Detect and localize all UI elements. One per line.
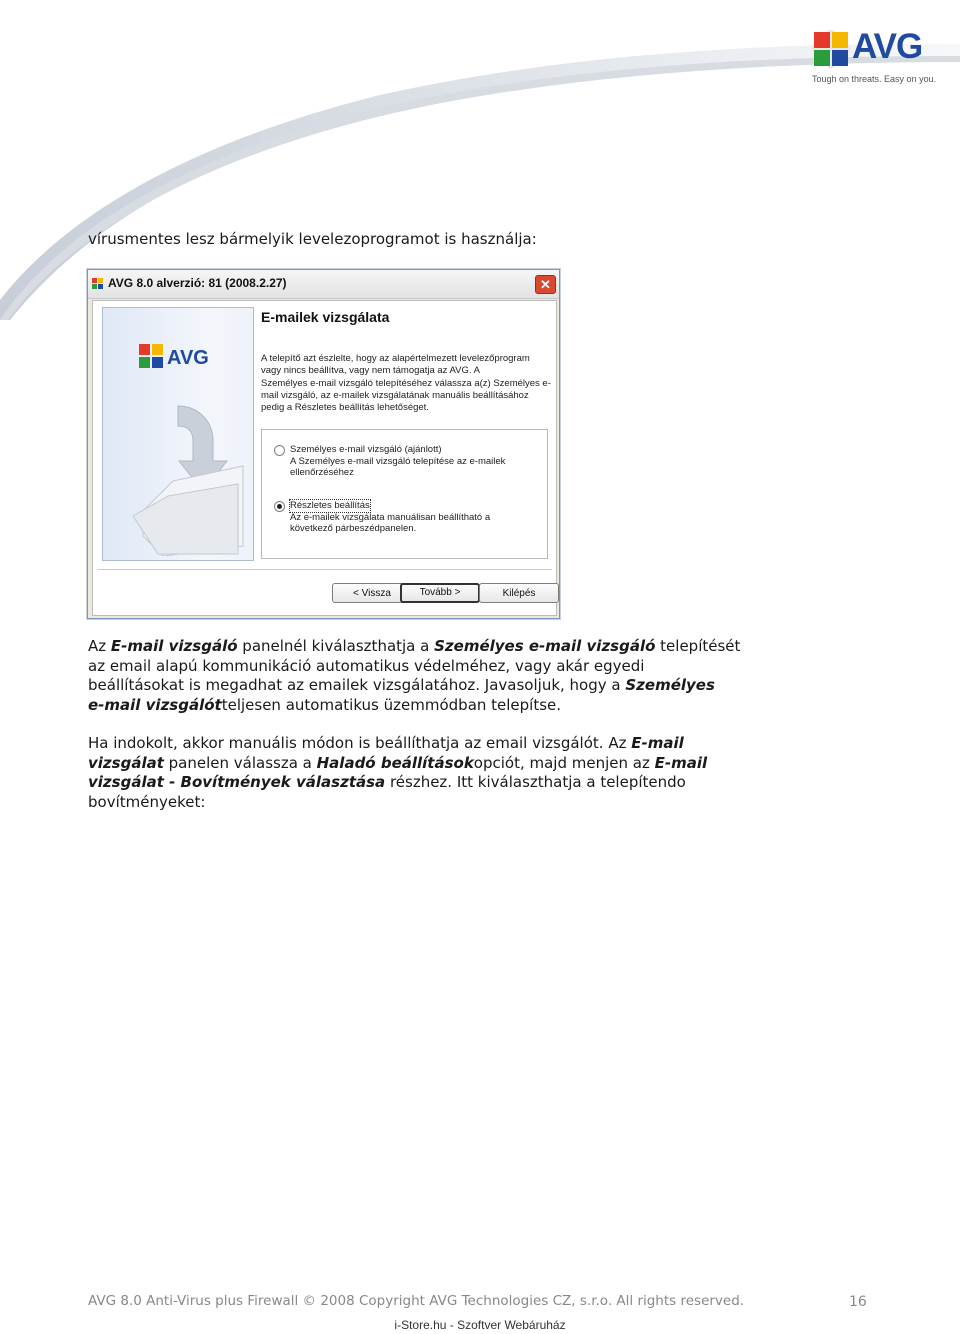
option-line: A Személyes e-mail vizsgáló telepítése az e-mailek <box>290 455 506 467</box>
paragraph-2 <box>88 734 808 812</box>
para1-line-4 <box>88 696 808 716</box>
avg-logo-icon <box>812 30 850 68</box>
footer-copyright: AVG 8.0 Anti-Virus plus Firewall © 2008 Copyright AVG Technologies CZ, s.r.o. All rights reserved. <box>88 1293 745 1309</box>
desc-line: vagy nincs beállítva, vagy nem támogatja az AVG. A <box>261 365 480 377</box>
emphasis: E-mail <box>654 753 708 772</box>
option-line: ellenőrzéséhez <box>290 467 354 478</box>
option-line: Az e-mailek vizsgálata manuálisan beállítható a <box>290 511 491 523</box>
desc-line: Személyes e-mail vizsgáló telepítéséhez válassza a(z) Személyes e- <box>261 377 551 389</box>
option-personal-scanner[interactable] <box>290 444 530 479</box>
desc-line: mail vizsgáló, az e-mailek vizsgálatának manuális beállításához <box>261 389 529 401</box>
option-group <box>261 429 548 559</box>
para2-line-4: bovítményeket: <box>88 792 206 811</box>
dialog-title: AVG 8.0 alverzió: 81 (2008.2.27) <box>108 276 287 290</box>
dialog-body <box>92 300 557 616</box>
text: panelnél kiválaszthatja a <box>237 637 435 655</box>
para1-line-2: az email alapú kommunikáció automatikus védelméhez, vagy akár egyedi <box>88 656 645 675</box>
logo-tagline: Tough on threats. Easy on you. <box>812 74 937 84</box>
para2-line-2 <box>88 754 808 774</box>
text: beállításokat is megadhat az emailek vizsgálatához. Javasoljuk, hogy a <box>88 676 626 694</box>
emphasis: e-mail vizsgálót <box>88 695 222 714</box>
text: telepítését <box>655 637 741 655</box>
radio-detailed-settings[interactable] <box>274 501 285 512</box>
emphasis: vizsgálat - Bovítmények választása <box>88 773 386 791</box>
emphasis: vizsgálat <box>88 753 164 772</box>
emphasis: E-mail <box>631 734 684 752</box>
dialog-side-panel <box>102 307 254 561</box>
folder-arrow-icon <box>103 386 253 556</box>
install-dialog <box>87 269 560 619</box>
next-button[interactable]: Tovább > <box>400 583 480 603</box>
para2-line-3 <box>88 773 808 793</box>
text: teljesen automatikus üzemmódban telepítse. <box>221 695 562 714</box>
logo-word: AVG <box>852 27 923 66</box>
dialog-titlebar <box>88 270 559 299</box>
emphasis: Személyes <box>625 676 715 694</box>
avg-logo <box>810 24 937 94</box>
footer-store: i-Store.hu - Szoftver Webáruház <box>394 1318 566 1332</box>
avg-window-icon <box>92 278 103 289</box>
paragraph-1 <box>88 637 808 715</box>
close-button[interactable]: ✕ <box>535 275 556 294</box>
emphasis: E-mail vizsgáló <box>110 637 238 655</box>
avg-dialog-logo-icon <box>139 344 163 368</box>
text: Ha indokolt, akkor manuális módon is beállíthatja az email vizsgálót. Az <box>88 734 632 752</box>
dialog-description <box>261 353 551 414</box>
para1-line-1 <box>88 637 808 657</box>
para1-line-3 <box>88 676 808 696</box>
option-line: következő párbeszédpanelen. <box>290 523 417 534</box>
page-number: 16 <box>849 1294 867 1310</box>
dialog-logo-word: AVG <box>167 347 209 369</box>
radio-personal-scanner[interactable] <box>274 445 285 456</box>
text: panelen válassza a <box>163 753 317 772</box>
emphasis: Személyes e-mail vizsgáló <box>434 637 656 655</box>
desc-line: A telepítő azt észlelte, hogy az alapértelmezett levelezőprogram <box>261 353 530 364</box>
exit-button[interactable]: Kilépés <box>479 583 559 603</box>
option-title: Részletes beállítás <box>290 500 370 511</box>
text: opciót, majd menjen az <box>473 753 655 772</box>
dialog-heading: E-mailek vizsgálata <box>261 309 390 325</box>
text: részhez. Itt kiválaszthatja a telepítendo <box>385 773 686 791</box>
desc-line: pedig a Részletes beállítás lehetőséget. <box>261 402 429 414</box>
option-detailed-settings[interactable] <box>290 500 530 535</box>
dialog-separator <box>97 569 552 570</box>
text: Az <box>88 637 111 655</box>
emphasis: Haladó beállítások <box>316 753 474 772</box>
back-button[interactable]: < Vissza <box>332 583 412 603</box>
para2-line-1 <box>88 734 808 754</box>
intro-text: vírusmentes lesz bármelyik levelezoprogramot is használja: <box>88 230 537 248</box>
option-title: Személyes e-mail vizsgáló (ajánlott) <box>290 444 442 455</box>
